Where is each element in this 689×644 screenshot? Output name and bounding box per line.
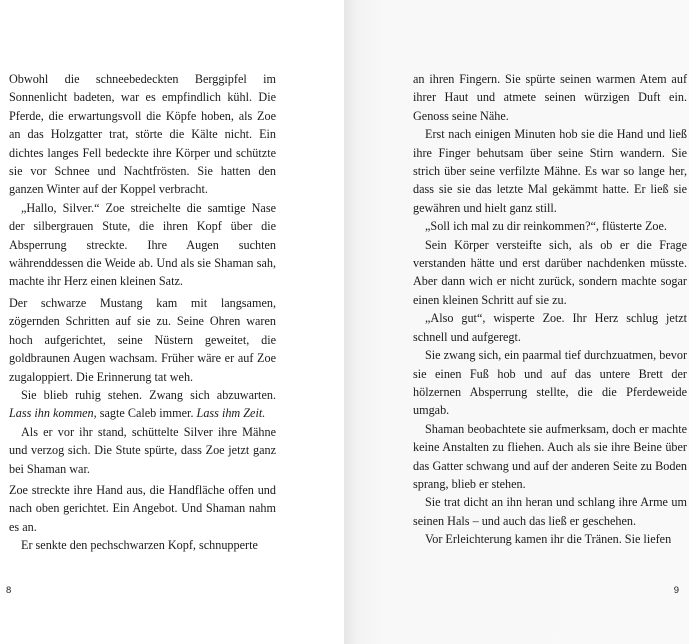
left-page-text (9, 70, 276, 555)
text-run: Sie blieb ruhig stehen. Zwang sich abzuwarten. (21, 387, 276, 402)
text-run: , sagte Caleb immer. (93, 406, 197, 421)
right-page (344, 0, 689, 644)
page-number-right: 9 (673, 585, 679, 596)
italic-thought: Lass ihn kommen (9, 406, 94, 421)
italic-thought: Lass ihm Zeit. (196, 406, 266, 421)
paragraph: Shaman beobachtete sie aufmerksam, doch er machte keine Anstalten zu fliehen. Auch als sie ihre Beine über das Gatter schwang und auf der anderen Seite zu Boden sprang, blieb er stehen. (413, 421, 687, 491)
paragraph: „Hallo, Silver.“ Zoe streichelte die samtige Nase der silbergrauen Stute, die ihren Kopf über die Absperrung streckte. Ihre Augen suchten währenddessen die Weide ab. Und als sie Shaman sah, machte ihr Herz einen kleinen Satz. (9, 200, 276, 289)
paragraph-with-italics (9, 386, 276, 423)
paragraph: an ihren Fingern. Sie spürte seinen warmen Atem auf ihrer Haut und atmete seinen würzigen Duft ein. Genoss seine Nähe. (413, 72, 687, 123)
paragraph: Sie trat dicht an ihn heran und schlang ihre Arme um seinen Hals – und auch das ließ er geschehen. (413, 495, 687, 528)
paragraph: „Also gut“, wisperte Zoe. Ihr Herz schlug jetzt schnell und aufgeregt. (413, 311, 687, 344)
paragraph: Zoe streckte ihre Hand aus, die Handfläche offen und nach oben gerichtet. Ein Angebot. Und Shaman nahm es an. (9, 482, 276, 534)
right-page-text (413, 70, 687, 549)
paragraph: „Soll ich mal zu dir reinkommen?“, flüsterte Zoe. (425, 219, 667, 234)
page-number-left: 8 (6, 585, 12, 596)
paragraph: Er senkte den pechschwarzen Kopf, schnupperte (21, 538, 258, 553)
left-page (0, 0, 344, 644)
paragraph: Sie zwang sich, ein paarmal tief durchzuatmen, bevor sie einen Fuß hob und auf das untere Brett der hölzernen Absperrung stellte, die die Pferdeweide umgab. (413, 348, 687, 418)
paragraph: Der schwarze Mustang kam mit langsamen, zögernden Schritten auf sie zu. Seine Ohren waren hoch aufgerichtet, seine Nüstern geweitet, die goldbraunen Augen wachsam. Früher wäre er auf Zoe zugaloppiert. Die Erinnerung tat weh. (9, 295, 276, 384)
paragraph: Vor Erleichterung kamen ihr die Tränen. Sie liefen (425, 532, 672, 547)
paragraph: Sein Körper versteifte sich, als ob er die Frage verstanden hätte und erst darüber nachdenken müsste. Aber dann wich er nicht zurück, sondern machte sogar einen kleinen Schritt auf sie zu. (413, 237, 687, 307)
paragraph: Obwohl die schneebedeckten Berggipfel im Sonnenlicht badeten, war es empfindlich kühl. Die Pferde, die erwartungsvoll die Köpfe hoben, als Zoe an das Holzgatter trat, störte die Kälte nicht. Ein dichtes langes Fell bedeckte ihre Körper und schützte sie vor Schnee und Nachtfrösten. Sie hatten den ganzen Winter auf der Koppel verbracht. (9, 72, 276, 197)
paragraph: Erst nach einigen Minuten hob sie die Hand und ließ ihre Finger behutsam über seine Stirn wandern. Sie strich über seine verfilzte Mähne. Es war so lange her, dass sie sie das letzte Mal gekämmt hatte. Er ließ sie gewähren und hielt ganz still. (413, 127, 687, 215)
paragraph: Als er vor ihr stand, schüttelte Silver ihre Mähne und verzog sich. Die Stute spürte, dass Zoe jetzt ganz bei Shaman war. (9, 424, 276, 476)
